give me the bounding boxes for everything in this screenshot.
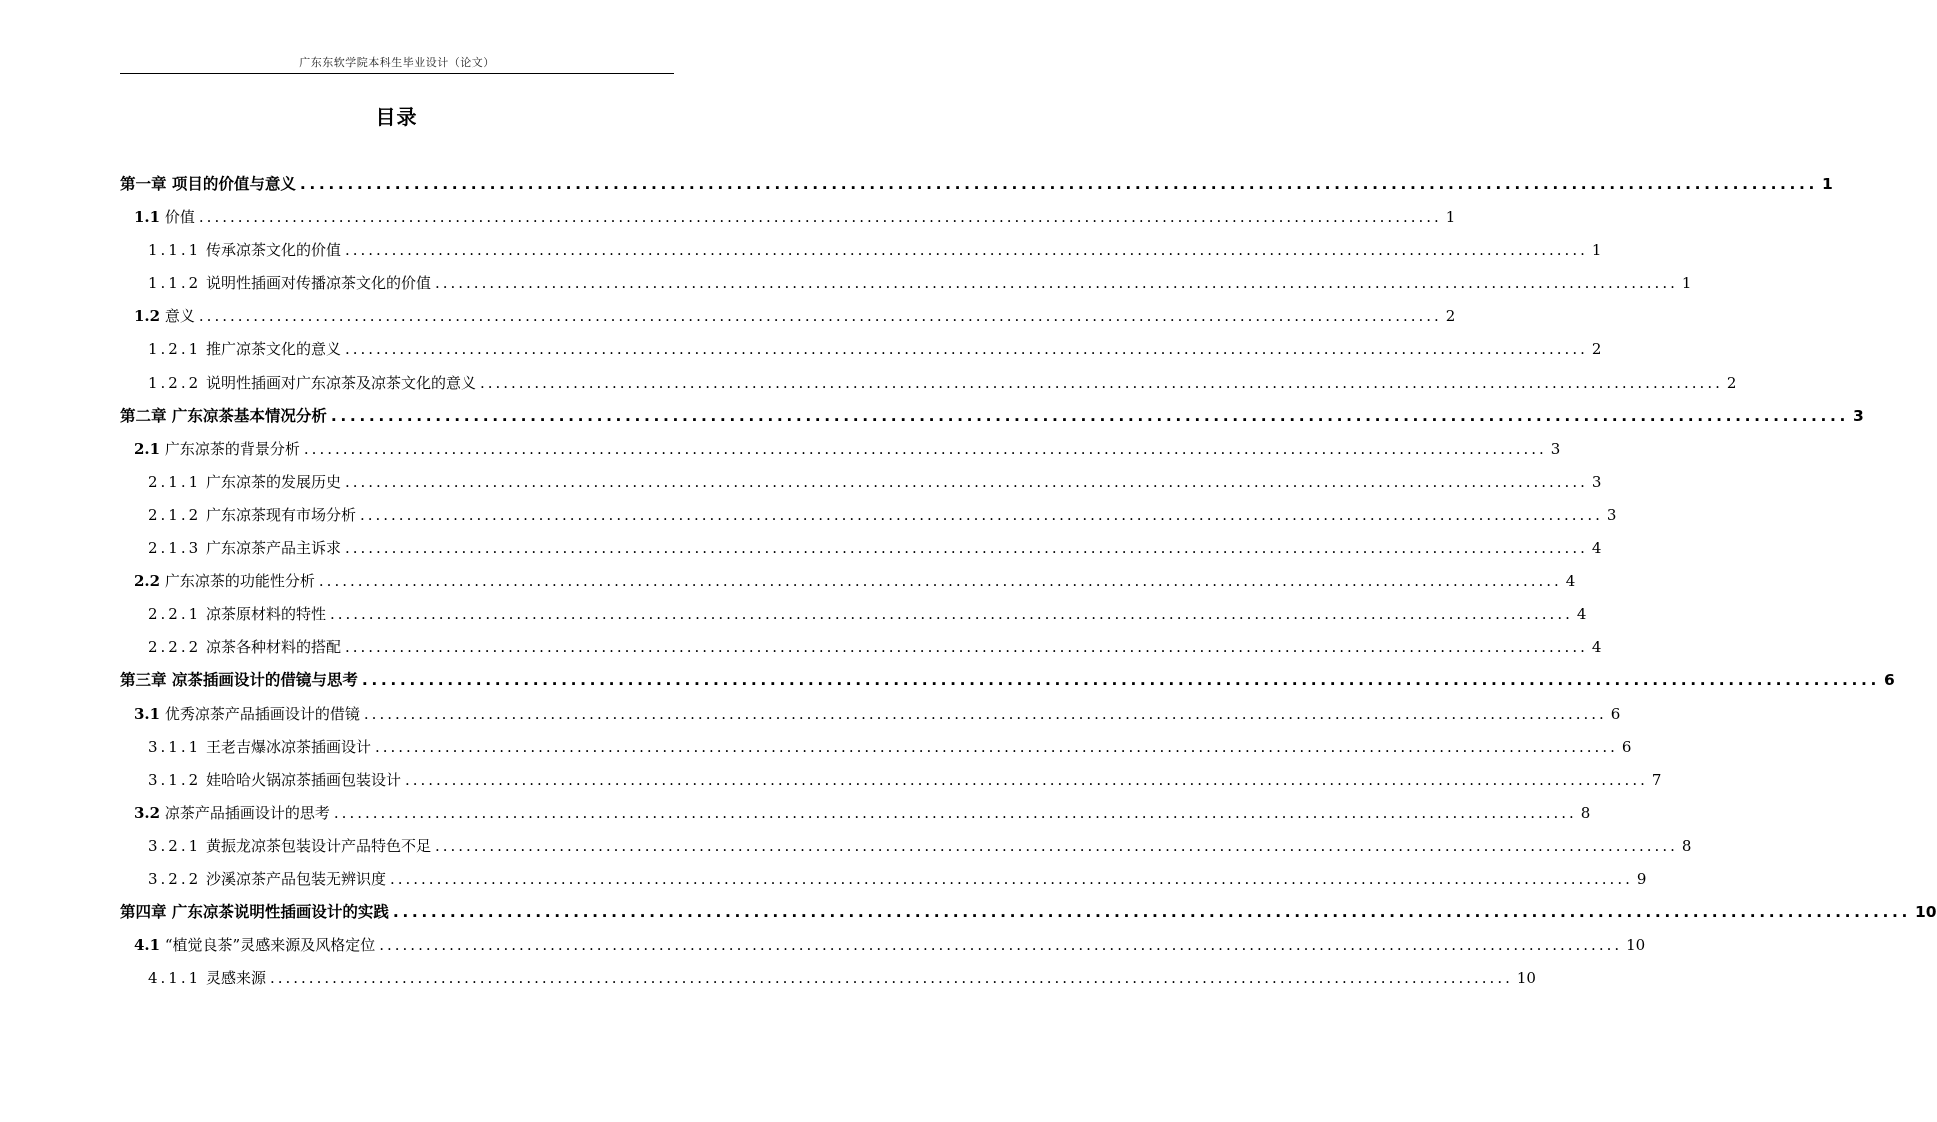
toc-entry-text: 传承凉茶文化的价值: [205, 241, 341, 260]
toc-entry-label: [134, 300, 195, 333]
toc-entry-text: 第四章 广东凉茶说明性插画设计的实践: [120, 903, 389, 922]
toc-entry-number: 4.1: [134, 936, 161, 955]
toc-entry-page: 1: [1445, 208, 1456, 227]
toc-entry-page: 1: [1822, 175, 1833, 193]
dot-leader: ................................................................................................................................................................: [344, 638, 1588, 657]
toc-entry-text: “植觉良茶”灵感来源及风格定位: [164, 936, 376, 955]
toc-entry-page: 4: [1576, 605, 1587, 624]
toc-entry[interactable]: [120, 532, 1602, 565]
toc-entry-page: 3: [1853, 406, 1864, 425]
toc-entry-page: 2: [1591, 340, 1602, 359]
toc-entry-number: 2.2: [134, 572, 161, 591]
toc-entry-number: 3.1.1: [148, 737, 202, 756]
toc-entry-number: 3.2.2: [148, 869, 202, 888]
toc-entry-label: [148, 863, 386, 896]
toc-entry-page: 1: [1591, 241, 1602, 260]
toc-entry-text: 广东凉茶的功能性分析: [164, 572, 315, 591]
toc-entry[interactable]: [120, 598, 1587, 631]
toc-entry-label: [134, 565, 315, 598]
toc-entry-label: [120, 664, 358, 697]
dot-leader: ................................................................................................................................................................: [479, 373, 1723, 392]
toc-entry[interactable]: [120, 333, 1602, 366]
toc-entry-page: 2: [1445, 307, 1456, 326]
toc-entry-label: [148, 830, 431, 863]
toc-entry-label: [120, 400, 327, 433]
toc-entry-page: 1: [1681, 274, 1692, 293]
toc-entry-label: [134, 797, 330, 830]
toc-entry-number: 3.1: [134, 704, 161, 723]
page-title: 目录: [375, 105, 418, 129]
dot-leader: ................................................................................................................................................................: [344, 539, 1588, 558]
toc-entry[interactable]: [120, 400, 1864, 433]
dot-leader: ................................................................................................................................................................: [333, 803, 1577, 822]
toc-entry-text: 王老吉爆冰凉茶插画设计: [205, 737, 371, 756]
toc-entry-text: 第二章 广东凉茶基本情况分析: [120, 406, 327, 425]
toc-entry-number: 1.2.1: [148, 340, 202, 359]
toc-entry-label: [148, 333, 341, 366]
toc-entry-text: 说明性插画对广东凉茶及凉茶文化的意义: [205, 373, 476, 392]
dot-leader: ................................................................................................................................................................: [389, 869, 1633, 888]
dot-leader: ................................................................................................................................................................: [303, 439, 1547, 458]
toc-entry-page: 8: [1681, 836, 1692, 855]
toc-entry-page: 9: [1636, 869, 1647, 888]
toc-entry-text: 凉茶产品插画设计的思考: [164, 803, 330, 822]
toc-entry-page: 6: [1884, 671, 1895, 690]
toc-entry-text: 黄振龙凉茶包装设计产品特色不足: [205, 836, 431, 855]
toc-entry-page: 3: [1606, 505, 1617, 524]
toc-entry-number: 2.2.2: [148, 638, 202, 657]
toc-entry-text: 凉茶各种材料的搭配: [205, 638, 341, 657]
toc-entry[interactable]: [120, 234, 1602, 267]
toc-entry[interactable]: [120, 830, 1692, 863]
toc-entry-page: 2: [1726, 373, 1737, 392]
toc-entry-label: [148, 532, 341, 565]
toc-entry-label: [148, 499, 356, 532]
toc-entry-text: 灵感来源: [205, 969, 266, 988]
toc-entry-number: 3.2.1: [148, 836, 202, 855]
toc-entry-text: 推广凉茶文化的意义: [205, 340, 341, 359]
dot-leader: ................................................................................................................................................................: [434, 274, 1678, 293]
toc-entry-text: 凉茶原材料的特性: [205, 605, 326, 624]
toc-entry-number: 2.1.3: [148, 539, 202, 558]
toc-entry-label: [120, 168, 296, 201]
toc-entry-text: 第一章 项目的价值与意义: [120, 175, 296, 193]
header-rule: [120, 73, 674, 74]
toc-entry-text: 意义: [164, 307, 195, 326]
toc-entry-number: 1.2.2: [148, 373, 202, 392]
toc-entry-page: 10: [1626, 936, 1646, 955]
toc-entry[interactable]: [120, 664, 1895, 697]
dot-leader: ................................................................................................................................................................: [344, 241, 1588, 260]
dot-leader: ................................................................................................................................................................: [374, 737, 1618, 756]
toc-entry[interactable]: [120, 367, 1737, 400]
toc-entry-number: 2.1: [134, 439, 161, 458]
toc-entry-text: 广东凉茶的发展历史: [205, 472, 341, 491]
toc-entry[interactable]: [120, 565, 1576, 598]
dot-leader: ................................................................................................................................................................: [269, 969, 1513, 988]
toc-entry-label: [148, 631, 341, 664]
toc-entry[interactable]: [120, 499, 1617, 532]
toc-entry-label: [148, 466, 341, 499]
toc-entry-text: 优秀凉茶产品插画设计的借镜: [164, 704, 360, 723]
toc-entry[interactable]: [120, 731, 1632, 764]
toc-entry-number: 2.2.1: [148, 605, 202, 624]
dot-leader: ................................................................................................................................................................: [198, 208, 1442, 227]
toc-entry[interactable]: [120, 863, 1647, 896]
toc-entry-label: [148, 764, 401, 797]
toc-entry-page: 3: [1550, 439, 1561, 458]
toc-entry-text: 广东凉茶产品主诉求: [205, 539, 341, 558]
toc-entry[interactable]: [120, 168, 1833, 201]
dot-leader: ................................................................................................................................................................: [359, 505, 1603, 524]
toc-entry-label: [148, 234, 341, 267]
toc-entry-text: 说明性插画对传播凉茶文化的价值: [205, 274, 431, 293]
toc-entry-number: 1.1.2: [148, 274, 202, 293]
toc-entry-page: 8: [1580, 803, 1591, 822]
toc-entry-label: [148, 731, 371, 764]
toc-entry-number: 1.1.1: [148, 241, 202, 260]
toc-entry-label: [148, 367, 476, 400]
toc-entry-label: [148, 267, 431, 300]
toc-entry-label: [148, 598, 326, 631]
toc-entry-text: 价值: [164, 208, 195, 227]
toc-entry-number: 3.1.2: [148, 770, 202, 789]
toc-entry-number: 1.2: [134, 307, 161, 326]
toc-entry-page: 4: [1591, 539, 1602, 558]
toc-entry-label: [134, 698, 360, 731]
toc-entry-page: 3: [1591, 472, 1602, 491]
toc-entry-text: 第三章 凉茶插画设计的借镜与思考: [120, 671, 358, 690]
toc-entry-number: 4.1.1: [148, 969, 202, 988]
dot-leader: ................................................................................................................................................................: [330, 406, 1850, 425]
dot-leader: ................................................................................................................................................................: [344, 472, 1588, 491]
dot-leader: ................................................................................................................................................................: [379, 936, 1623, 955]
toc-entry-page: 4: [1591, 638, 1602, 657]
toc-entry-page: 10: [1915, 903, 1937, 922]
dot-leader: ................................................................................................................................................................: [318, 572, 1562, 591]
toc-entry[interactable]: [120, 896, 1937, 929]
toc-entry[interactable]: [120, 466, 1602, 499]
toc-entry-text: 沙溪凉茶产品包装无辨识度: [205, 869, 386, 888]
toc-entry-number: 2.1.1: [148, 472, 202, 491]
dot-leader: ................................................................................................................................................................: [329, 605, 1573, 624]
toc-entry-label: [134, 201, 195, 234]
toc-entry-page: 6: [1621, 737, 1632, 756]
toc-entry[interactable]: [120, 433, 1561, 466]
toc-entry-number: 1.1: [134, 208, 161, 227]
toc-entry-text: 广东凉茶现有市场分析: [205, 505, 356, 524]
toc-entry-page: 6: [1610, 704, 1621, 723]
dot-leader: ................................................................................................................................................................: [299, 175, 1819, 193]
toc-entry[interactable]: [120, 797, 1591, 830]
dot-leader: ................................................................................................................................................................: [404, 770, 1648, 789]
toc-entry-label: [148, 962, 266, 995]
toc-entry-page: 4: [1565, 572, 1576, 591]
table-of-contents: [120, 168, 1937, 995]
dot-leader: ................................................................................................................................................................: [344, 340, 1588, 359]
toc-entry[interactable]: [120, 698, 1621, 731]
toc-entry[interactable]: [120, 631, 1602, 664]
toc-entry-number: 3.2: [134, 803, 161, 822]
toc-entry-page: 7: [1651, 770, 1662, 789]
toc-entry[interactable]: [120, 764, 1662, 797]
dot-leader: ................................................................................................................................................................: [363, 704, 1607, 723]
dot-leader: ................................................................................................................................................................: [361, 671, 1881, 690]
toc-entry[interactable]: [120, 929, 1646, 962]
toc-entry-label: [134, 433, 300, 466]
toc-entry-label: [134, 929, 375, 962]
toc-entry[interactable]: [120, 300, 1456, 333]
toc-entry-number: 2.1.2: [148, 505, 202, 524]
running-header: 广东东软学院本科生毕业设计（论文）: [299, 56, 495, 69]
dot-leader: ................................................................................................................................................................: [434, 836, 1678, 855]
toc-entry-label: [120, 896, 389, 929]
dot-leader: ................................................................................................................................................................: [392, 903, 1912, 922]
toc-entry-text: 广东凉茶的背景分析: [164, 439, 300, 458]
dot-leader: ................................................................................................................................................................: [198, 307, 1442, 326]
toc-entry-text: 娃哈哈火锅凉茶插画包装设计: [205, 770, 401, 789]
toc-entry[interactable]: [120, 201, 1456, 234]
toc-entry-page: 10: [1516, 969, 1536, 988]
toc-entry[interactable]: [120, 962, 1536, 995]
toc-entry[interactable]: [120, 267, 1692, 300]
